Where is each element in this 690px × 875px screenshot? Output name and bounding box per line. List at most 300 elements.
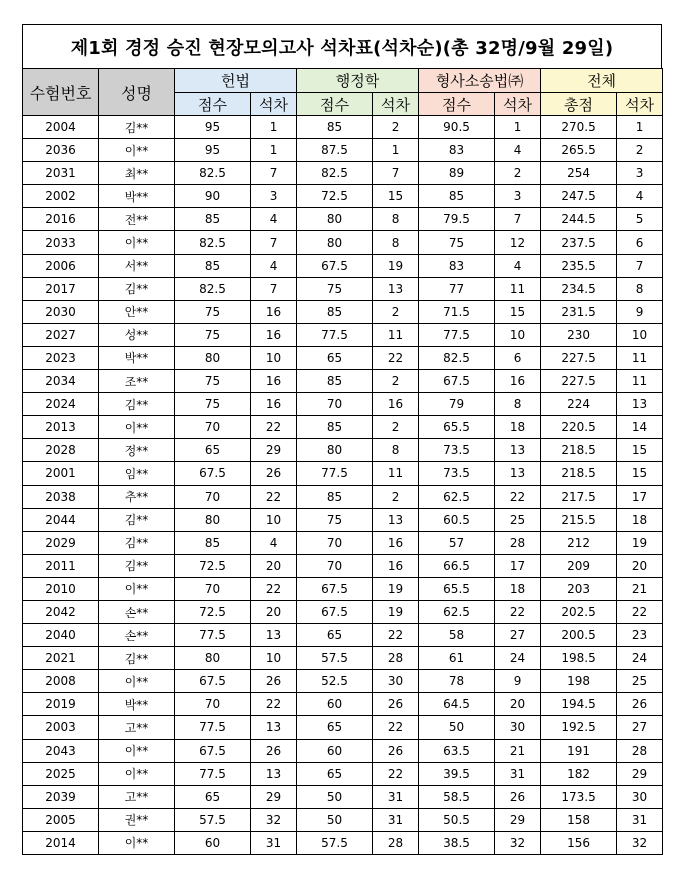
header-criminal-procedure: 형사소송법㈜ — [419, 69, 541, 93]
cell-total-score: 182 — [541, 762, 617, 785]
cell-overall-rank: 6 — [617, 231, 663, 254]
cell-constitution-rank: 7 — [251, 162, 297, 185]
header-criminal-procedure-score: 점수 — [419, 93, 495, 116]
cell-criminal-procedure-score: 73.5 — [419, 439, 495, 462]
cell-public-admin-score: 67.5 — [297, 577, 373, 600]
cell-public-admin-rank: 22 — [373, 716, 419, 739]
cell-criminal-procedure-score: 58 — [419, 624, 495, 647]
cell-constitution-rank: 26 — [251, 462, 297, 485]
table-row — [23, 739, 663, 762]
cell-public-admin-rank: 8 — [373, 231, 419, 254]
cell-public-admin-score: 75 — [297, 277, 373, 300]
cell-constitution-score: 65 — [175, 439, 251, 462]
cell-overall-rank: 27 — [617, 716, 663, 739]
cell-overall-rank: 31 — [617, 808, 663, 831]
cell-constitution-score: 75 — [175, 300, 251, 323]
cell-public-admin-rank: 7 — [373, 162, 419, 185]
cell-exam-number: 2008 — [23, 670, 99, 693]
cell-constitution-score: 77.5 — [175, 624, 251, 647]
cell-total-score: 209 — [541, 554, 617, 577]
cell-constitution-score: 95 — [175, 139, 251, 162]
cell-exam-number: 2031 — [23, 162, 99, 185]
cell-public-admin-score: 75 — [297, 508, 373, 531]
table-row — [23, 300, 663, 323]
cell-constitution-score: 70 — [175, 577, 251, 600]
cell-total-score: 173.5 — [541, 785, 617, 808]
cell-criminal-procedure-rank: 25 — [495, 508, 541, 531]
cell-public-admin-score: 57.5 — [297, 647, 373, 670]
cell-criminal-procedure-score: 57 — [419, 531, 495, 554]
cell-public-admin-rank: 26 — [373, 693, 419, 716]
cell-public-admin-rank: 31 — [373, 808, 419, 831]
table-row — [23, 716, 663, 739]
cell-public-admin-rank: 8 — [373, 439, 419, 462]
cell-public-admin-rank: 28 — [373, 831, 419, 854]
cell-total-score: 227.5 — [541, 346, 617, 369]
cell-public-admin-score: 60 — [297, 739, 373, 762]
cell-exam-number: 2014 — [23, 831, 99, 854]
cell-exam-number: 2028 — [23, 439, 99, 462]
cell-name: 서** — [99, 254, 175, 277]
cell-public-admin-score: 50 — [297, 808, 373, 831]
cell-exam-number: 2002 — [23, 185, 99, 208]
cell-overall-rank: 19 — [617, 531, 663, 554]
cell-total-score: 203 — [541, 577, 617, 600]
cell-total-score: 265.5 — [541, 139, 617, 162]
cell-name: 김** — [99, 554, 175, 577]
cell-exam-number: 2010 — [23, 577, 99, 600]
header-criminal-procedure-rank: 석차 — [495, 93, 541, 116]
table-body — [23, 116, 663, 855]
cell-total-score: 158 — [541, 808, 617, 831]
cell-overall-rank: 1 — [617, 116, 663, 139]
table-row — [23, 762, 663, 785]
cell-name: 이** — [99, 670, 175, 693]
cell-criminal-procedure-score: 77 — [419, 277, 495, 300]
cell-exam-number: 2019 — [23, 693, 99, 716]
cell-public-admin-rank: 16 — [373, 554, 419, 577]
cell-criminal-procedure-rank: 22 — [495, 485, 541, 508]
cell-public-admin-score: 70 — [297, 393, 373, 416]
cell-total-score: 191 — [541, 739, 617, 762]
cell-criminal-procedure-score: 50.5 — [419, 808, 495, 831]
table-row — [23, 277, 663, 300]
cell-overall-rank: 4 — [617, 185, 663, 208]
cell-name: 이** — [99, 739, 175, 762]
cell-exam-number: 2044 — [23, 508, 99, 531]
cell-constitution-rank: 16 — [251, 370, 297, 393]
cell-constitution-rank: 13 — [251, 716, 297, 739]
cell-constitution-rank: 31 — [251, 831, 297, 854]
cell-public-admin-rank: 31 — [373, 785, 419, 808]
cell-criminal-procedure-rank: 32 — [495, 831, 541, 854]
cell-total-score: 218.5 — [541, 462, 617, 485]
cell-criminal-procedure-score: 39.5 — [419, 762, 495, 785]
cell-name: 이** — [99, 577, 175, 600]
cell-exam-number: 2043 — [23, 739, 99, 762]
cell-overall-rank: 30 — [617, 785, 663, 808]
cell-constitution-score: 70 — [175, 416, 251, 439]
cell-constitution-rank: 20 — [251, 600, 297, 623]
cell-constitution-score: 80 — [175, 508, 251, 531]
cell-constitution-rank: 16 — [251, 300, 297, 323]
cell-exam-number: 2006 — [23, 254, 99, 277]
cell-criminal-procedure-rank: 11 — [495, 277, 541, 300]
cell-total-score: 224 — [541, 393, 617, 416]
cell-name: 이** — [99, 831, 175, 854]
cell-criminal-procedure-score: 64.5 — [419, 693, 495, 716]
cell-total-score: 227.5 — [541, 370, 617, 393]
cell-overall-rank: 10 — [617, 323, 663, 346]
cell-total-score: 198.5 — [541, 647, 617, 670]
cell-constitution-rank: 22 — [251, 485, 297, 508]
cell-total-score: 254 — [541, 162, 617, 185]
cell-constitution-rank: 10 — [251, 508, 297, 531]
cell-public-admin-score: 85 — [297, 485, 373, 508]
table-row — [23, 554, 663, 577]
cell-public-admin-score: 77.5 — [297, 462, 373, 485]
cell-overall-rank: 23 — [617, 624, 663, 647]
cell-total-score: 202.5 — [541, 600, 617, 623]
cell-constitution-rank: 16 — [251, 323, 297, 346]
cell-total-score: 244.5 — [541, 208, 617, 231]
cell-exam-number: 2027 — [23, 323, 99, 346]
cell-exam-number: 2025 — [23, 762, 99, 785]
table-row — [23, 231, 663, 254]
cell-public-admin-score: 65 — [297, 624, 373, 647]
cell-criminal-procedure-rank: 27 — [495, 624, 541, 647]
cell-overall-rank: 11 — [617, 370, 663, 393]
cell-exam-number: 2034 — [23, 370, 99, 393]
cell-name: 박** — [99, 185, 175, 208]
cell-overall-rank: 9 — [617, 300, 663, 323]
cell-public-admin-score: 85 — [297, 300, 373, 323]
table-row — [23, 416, 663, 439]
cell-name: 손** — [99, 624, 175, 647]
cell-public-admin-rank: 16 — [373, 531, 419, 554]
table-row — [23, 208, 663, 231]
cell-constitution-score: 75 — [175, 370, 251, 393]
cell-overall-rank: 20 — [617, 554, 663, 577]
cell-overall-rank: 13 — [617, 393, 663, 416]
cell-constitution-rank: 26 — [251, 670, 297, 693]
cell-name: 조** — [99, 370, 175, 393]
table-row — [23, 670, 663, 693]
cell-total-score: 247.5 — [541, 185, 617, 208]
cell-exam-number: 2013 — [23, 416, 99, 439]
header-constitution-rank: 석차 — [251, 93, 297, 116]
cell-name: 고** — [99, 785, 175, 808]
cell-exam-number: 2016 — [23, 208, 99, 231]
table-row — [23, 185, 663, 208]
cell-name: 김** — [99, 277, 175, 300]
cell-name: 박** — [99, 693, 175, 716]
cell-public-admin-rank: 30 — [373, 670, 419, 693]
cell-total-score: 231.5 — [541, 300, 617, 323]
cell-public-admin-rank: 13 — [373, 508, 419, 531]
cell-constitution-rank: 4 — [251, 531, 297, 554]
cell-constitution-score: 57.5 — [175, 808, 251, 831]
cell-public-admin-rank: 22 — [373, 346, 419, 369]
cell-constitution-score: 67.5 — [175, 462, 251, 485]
cell-constitution-score: 77.5 — [175, 762, 251, 785]
table-row — [23, 393, 663, 416]
cell-constitution-rank: 32 — [251, 808, 297, 831]
cell-constitution-rank: 13 — [251, 762, 297, 785]
table-row — [23, 508, 663, 531]
cell-overall-rank: 15 — [617, 439, 663, 462]
cell-constitution-rank: 4 — [251, 208, 297, 231]
header-overall-rank: 석차 — [617, 93, 663, 116]
cell-constitution-score: 70 — [175, 693, 251, 716]
cell-criminal-procedure-score: 79 — [419, 393, 495, 416]
cell-criminal-procedure-score: 83 — [419, 254, 495, 277]
cell-criminal-procedure-score: 66.5 — [419, 554, 495, 577]
cell-public-admin-score: 57.5 — [297, 831, 373, 854]
cell-total-score: 235.5 — [541, 254, 617, 277]
cell-name: 안** — [99, 300, 175, 323]
cell-total-score: 200.5 — [541, 624, 617, 647]
header-exam-number: 수험번호 — [23, 69, 99, 116]
table-row — [23, 485, 663, 508]
sheet-title: 제1회 경정 승진 현장모의고사 석차표(석차순)(총 32명/9월 29일) — [22, 24, 662, 68]
cell-exam-number: 2030 — [23, 300, 99, 323]
cell-public-admin-rank: 2 — [373, 370, 419, 393]
cell-name: 김** — [99, 116, 175, 139]
cell-criminal-procedure-rank: 7 — [495, 208, 541, 231]
cell-public-admin-rank: 26 — [373, 739, 419, 762]
cell-constitution-score: 67.5 — [175, 670, 251, 693]
cell-criminal-procedure-rank: 18 — [495, 577, 541, 600]
cell-public-admin-score: 87.5 — [297, 139, 373, 162]
cell-constitution-score: 85 — [175, 254, 251, 277]
cell-total-score: 234.5 — [541, 277, 617, 300]
cell-total-score: 192.5 — [541, 716, 617, 739]
cell-exam-number: 2021 — [23, 647, 99, 670]
table-row — [23, 139, 663, 162]
cell-criminal-procedure-score: 83 — [419, 139, 495, 162]
cell-overall-rank: 15 — [617, 462, 663, 485]
cell-public-admin-score: 82.5 — [297, 162, 373, 185]
cell-criminal-procedure-score: 61 — [419, 647, 495, 670]
cell-name: 성** — [99, 323, 175, 346]
cell-public-admin-rank: 19 — [373, 600, 419, 623]
table-row — [23, 647, 663, 670]
cell-criminal-procedure-score: 73.5 — [419, 462, 495, 485]
cell-constitution-rank: 29 — [251, 439, 297, 462]
cell-criminal-procedure-rank: 15 — [495, 300, 541, 323]
cell-overall-rank: 22 — [617, 600, 663, 623]
cell-constitution-score: 65 — [175, 785, 251, 808]
cell-public-admin-score: 80 — [297, 231, 373, 254]
cell-criminal-procedure-score: 65.5 — [419, 577, 495, 600]
cell-criminal-procedure-score: 62.5 — [419, 485, 495, 508]
cell-criminal-procedure-rank: 6 — [495, 346, 541, 369]
table-row — [23, 462, 663, 485]
cell-criminal-procedure-score: 75 — [419, 231, 495, 254]
cell-criminal-procedure-score: 65.5 — [419, 416, 495, 439]
header-public-admin-score: 점수 — [297, 93, 373, 116]
cell-criminal-procedure-score: 60.5 — [419, 508, 495, 531]
table-row — [23, 577, 663, 600]
cell-criminal-procedure-score: 71.5 — [419, 300, 495, 323]
cell-name: 전** — [99, 208, 175, 231]
table-row — [23, 624, 663, 647]
cell-overall-rank: 29 — [617, 762, 663, 785]
table-row — [23, 831, 663, 854]
header-overall: 전체 — [541, 69, 663, 93]
cell-overall-rank: 26 — [617, 693, 663, 716]
cell-criminal-procedure-rank: 9 — [495, 670, 541, 693]
cell-public-admin-score: 65 — [297, 716, 373, 739]
cell-criminal-procedure-rank: 26 — [495, 785, 541, 808]
cell-criminal-procedure-rank: 18 — [495, 416, 541, 439]
cell-overall-rank: 25 — [617, 670, 663, 693]
cell-criminal-procedure-rank: 30 — [495, 716, 541, 739]
table-row — [23, 693, 663, 716]
cell-exam-number: 2003 — [23, 716, 99, 739]
cell-constitution-rank: 10 — [251, 647, 297, 670]
cell-exam-number: 2024 — [23, 393, 99, 416]
cell-constitution-rank: 22 — [251, 416, 297, 439]
cell-public-admin-rank: 19 — [373, 254, 419, 277]
cell-overall-rank: 14 — [617, 416, 663, 439]
cell-constitution-score: 70 — [175, 485, 251, 508]
cell-constitution-rank: 20 — [251, 554, 297, 577]
cell-criminal-procedure-rank: 13 — [495, 439, 541, 462]
cell-total-score: 194.5 — [541, 693, 617, 716]
cell-public-admin-score: 85 — [297, 116, 373, 139]
cell-public-admin-score: 67.5 — [297, 254, 373, 277]
cell-total-score: 270.5 — [541, 116, 617, 139]
cell-overall-rank: 28 — [617, 739, 663, 762]
cell-name: 김** — [99, 393, 175, 416]
cell-criminal-procedure-score: 67.5 — [419, 370, 495, 393]
cell-public-admin-score: 65 — [297, 762, 373, 785]
cell-constitution-rank: 7 — [251, 277, 297, 300]
cell-overall-rank: 2 — [617, 139, 663, 162]
cell-exam-number: 2042 — [23, 600, 99, 623]
cell-public-admin-rank: 19 — [373, 577, 419, 600]
cell-criminal-procedure-rank: 10 — [495, 323, 541, 346]
cell-criminal-procedure-score: 38.5 — [419, 831, 495, 854]
cell-public-admin-rank: 22 — [373, 762, 419, 785]
cell-public-admin-score: 72.5 — [297, 185, 373, 208]
cell-exam-number: 2023 — [23, 346, 99, 369]
cell-criminal-procedure-rank: 3 — [495, 185, 541, 208]
table-row — [23, 323, 663, 346]
cell-constitution-score: 85 — [175, 531, 251, 554]
cell-criminal-procedure-rank: 13 — [495, 462, 541, 485]
cell-public-admin-rank: 2 — [373, 416, 419, 439]
cell-constitution-rank: 29 — [251, 785, 297, 808]
cell-criminal-procedure-score: 85 — [419, 185, 495, 208]
cell-constitution-rank: 22 — [251, 577, 297, 600]
cell-name: 고** — [99, 716, 175, 739]
cell-criminal-procedure-rank: 22 — [495, 600, 541, 623]
header-constitution-score: 점수 — [175, 93, 251, 116]
cell-overall-rank: 11 — [617, 346, 663, 369]
cell-name: 김** — [99, 531, 175, 554]
header-public-admin-rank: 석차 — [373, 93, 419, 116]
cell-overall-rank: 8 — [617, 277, 663, 300]
cell-name: 이** — [99, 416, 175, 439]
cell-public-admin-score: 50 — [297, 785, 373, 808]
cell-criminal-procedure-rank: 31 — [495, 762, 541, 785]
cell-public-admin-score: 80 — [297, 439, 373, 462]
cell-constitution-score: 82.5 — [175, 231, 251, 254]
table-row — [23, 116, 663, 139]
cell-constitution-score: 82.5 — [175, 162, 251, 185]
cell-constitution-score: 67.5 — [175, 739, 251, 762]
cell-criminal-procedure-rank: 2 — [495, 162, 541, 185]
cell-public-admin-rank: 28 — [373, 647, 419, 670]
table-row — [23, 162, 663, 185]
table-row — [23, 808, 663, 831]
table-row — [23, 785, 663, 808]
cell-exam-number: 2017 — [23, 277, 99, 300]
cell-constitution-rank: 16 — [251, 393, 297, 416]
cell-exam-number: 2039 — [23, 785, 99, 808]
cell-total-score: 215.5 — [541, 508, 617, 531]
cell-public-admin-rank: 1 — [373, 139, 419, 162]
cell-constitution-rank: 4 — [251, 254, 297, 277]
table-row — [23, 531, 663, 554]
cell-name: 이** — [99, 139, 175, 162]
cell-total-score: 220.5 — [541, 416, 617, 439]
ranking-table — [22, 68, 663, 855]
header-name: 성명 — [99, 69, 175, 116]
cell-exam-number: 2004 — [23, 116, 99, 139]
cell-public-admin-score: 65 — [297, 346, 373, 369]
cell-constitution-rank: 22 — [251, 693, 297, 716]
cell-constitution-rank: 13 — [251, 624, 297, 647]
cell-public-admin-score: 85 — [297, 416, 373, 439]
cell-exam-number: 2011 — [23, 554, 99, 577]
cell-overall-rank: 5 — [617, 208, 663, 231]
cell-name: 최** — [99, 162, 175, 185]
cell-total-score: 156 — [541, 831, 617, 854]
cell-name: 김** — [99, 647, 175, 670]
cell-constitution-score: 80 — [175, 346, 251, 369]
cell-name: 이** — [99, 762, 175, 785]
header-public-admin: 행정학 — [297, 69, 419, 93]
cell-constitution-rank: 3 — [251, 185, 297, 208]
cell-constitution-score: 72.5 — [175, 554, 251, 577]
cell-constitution-rank: 10 — [251, 346, 297, 369]
cell-constitution-score: 95 — [175, 116, 251, 139]
cell-total-score: 198 — [541, 670, 617, 693]
cell-constitution-score: 85 — [175, 208, 251, 231]
cell-name: 손** — [99, 600, 175, 623]
cell-constitution-score: 75 — [175, 323, 251, 346]
cell-overall-rank: 21 — [617, 577, 663, 600]
cell-constitution-score: 72.5 — [175, 600, 251, 623]
cell-criminal-procedure-rank: 28 — [495, 531, 541, 554]
cell-name: 추** — [99, 485, 175, 508]
cell-public-admin-score: 52.5 — [297, 670, 373, 693]
cell-public-admin-score: 70 — [297, 531, 373, 554]
cell-public-admin-rank: 16 — [373, 393, 419, 416]
cell-public-admin-rank: 22 — [373, 624, 419, 647]
cell-criminal-procedure-rank: 20 — [495, 693, 541, 716]
cell-overall-rank: 24 — [617, 647, 663, 670]
cell-criminal-procedure-score: 82.5 — [419, 346, 495, 369]
cell-criminal-procedure-rank: 17 — [495, 554, 541, 577]
cell-criminal-procedure-rank: 12 — [495, 231, 541, 254]
cell-public-admin-rank: 2 — [373, 116, 419, 139]
cell-exam-number: 2038 — [23, 485, 99, 508]
